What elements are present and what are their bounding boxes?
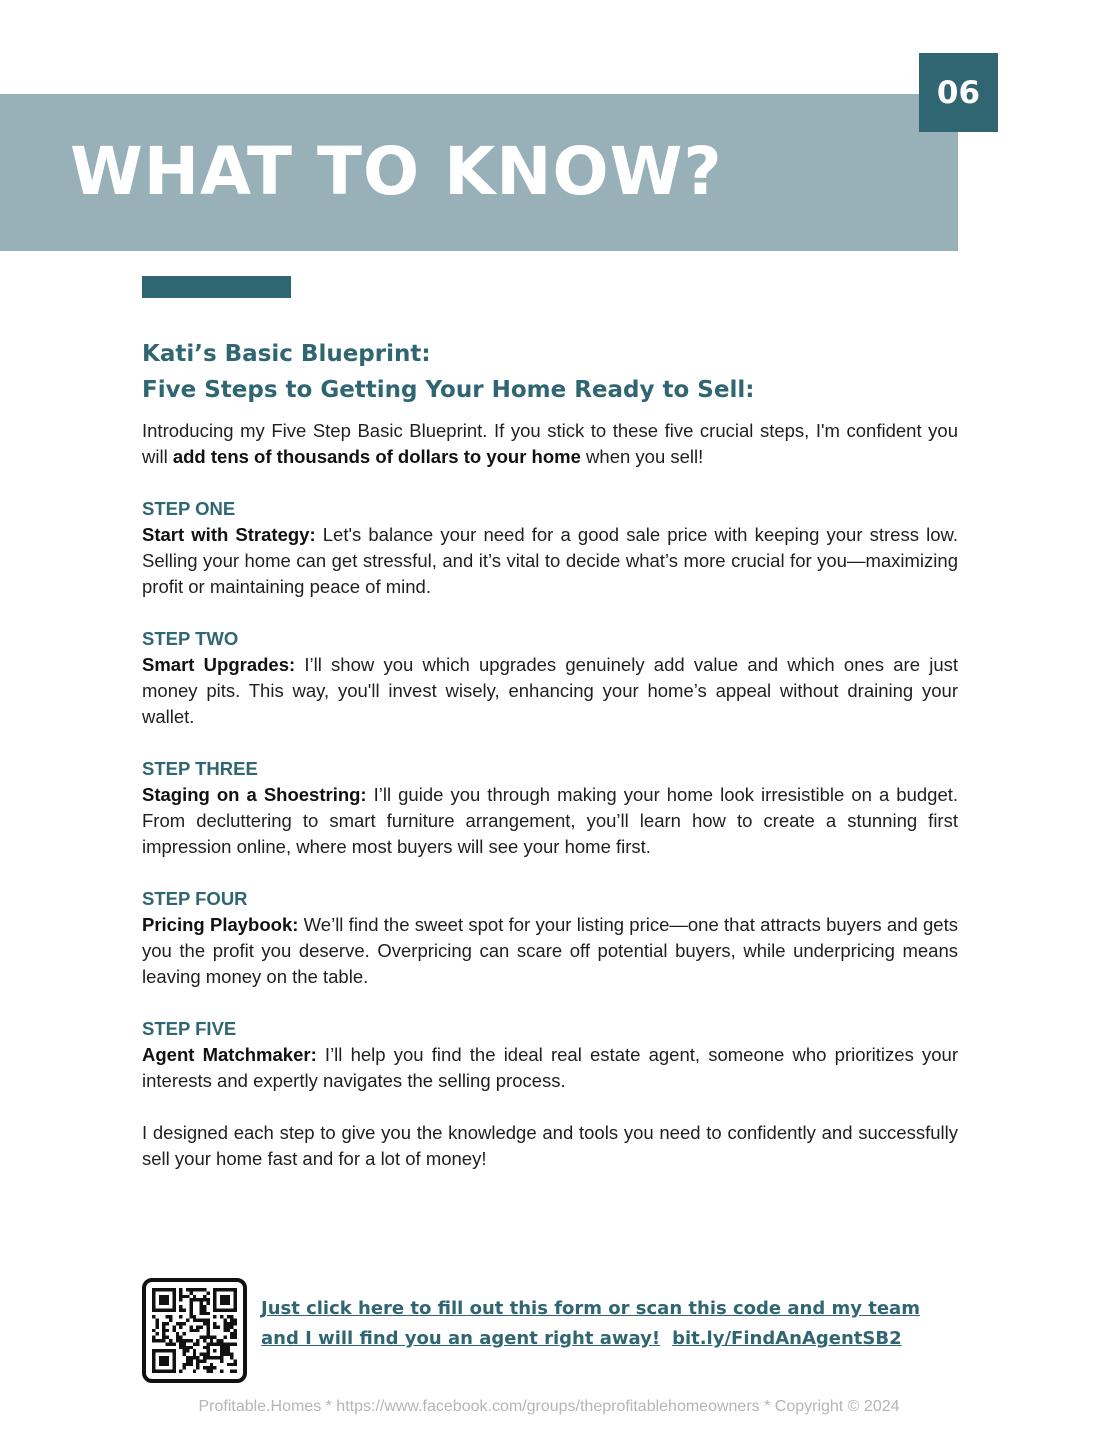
intro-text-after: when you sell! [580, 446, 704, 467]
step-lead: Smart Upgrades: [142, 654, 296, 675]
page-number-badge: 06 [919, 53, 998, 132]
cta-url-link[interactable]: bit.ly/FindAnAgentSB2 [672, 1328, 902, 1349]
step-body: We’ll find the sweet spot for your listing price—one that attracts buyers and gets you the profit you deserve. Overpricing can scare off potential buyers, while underpricing means leaving money on the table. [142, 914, 958, 987]
cta-line2[interactable]: and I will find you an agent right away! [261, 1328, 661, 1349]
page-title: WHAT TO KNOW? [70, 133, 723, 210]
footer-text: Profitable.Homes * https://www.facebook.com/groups/theprofitablehomeowners * Copyright © 2024 [198, 1398, 900, 1415]
step-body: Let's balance your need for a good sale price with keeping your stress low. Selling your home can get stressful, and it’s vital to decide what’s more crucial for you—maximizing profit or maintaining peace of mind. [142, 524, 958, 597]
blueprint-title [142, 336, 958, 408]
blueprint-title-line1: Kati’s Basic Blueprint: [142, 341, 431, 367]
step-three [142, 756, 958, 860]
intro-bold-text: add tens of thousands of dollars to your home [172, 446, 581, 467]
step-heading: STEP TWO [142, 628, 239, 649]
step-heading: STEP ONE [142, 498, 236, 519]
step-lead: Pricing Playbook: [142, 914, 299, 935]
closing-paragraph: I designed each step to give you the knowledge and tools you need to confidently and successfully sell your home fast and for a lot of money! [142, 1122, 958, 1169]
step-body: I’ll guide you through making your home look irresistible on a budget. From decluttering to smart furniture arrangement, you’ll learn how to create a stunning first impression online, where most buyers will see your home first. [142, 784, 959, 857]
step-body: I’ll help you find the ideal real estate agent, someone who prioritizes your interests and expertly navigates the selling process. [142, 1044, 958, 1091]
step-text [142, 782, 958, 860]
step-five [142, 1016, 958, 1094]
cta-line1[interactable]: Just click here to fill out this form or scan this code and my team [261, 1298, 920, 1319]
cta-link[interactable] [261, 1294, 961, 1354]
intro-paragraph [142, 418, 958, 470]
step-lead: Agent Matchmaker: [142, 1044, 317, 1065]
step-text [142, 652, 958, 730]
qr-code-graphic [152, 1288, 237, 1373]
step-lead: Staging on a Shoestring: [142, 784, 367, 805]
accent-bar [142, 276, 291, 298]
step-one [142, 496, 958, 600]
step-lead: Start with Strategy: [142, 524, 316, 545]
step-text [142, 522, 958, 600]
intro-text-before: Introducing my Five Step Basic Blueprint. If you stick to these five crucial steps, I'm confident you will [142, 420, 958, 467]
blueprint-title-line2: Five Steps to Getting Your Home Ready to Sell: [142, 377, 755, 403]
step-heading: STEP FOUR [142, 888, 248, 909]
step-two [142, 626, 958, 730]
step-text [142, 912, 958, 990]
cta-section [142, 1278, 962, 1383]
qr-code-icon[interactable] [142, 1278, 247, 1383]
step-heading: STEP THREE [142, 758, 258, 779]
main-content [142, 336, 958, 1172]
step-text [142, 1042, 958, 1094]
step-four [142, 886, 958, 990]
step-body: I’ll show you which upgrades genuinely add value and which ones are just money pits. This way, you'll invest wisely, enhancing your home’s appeal without draining your wallet. [142, 654, 958, 727]
step-heading: STEP FIVE [142, 1018, 237, 1039]
